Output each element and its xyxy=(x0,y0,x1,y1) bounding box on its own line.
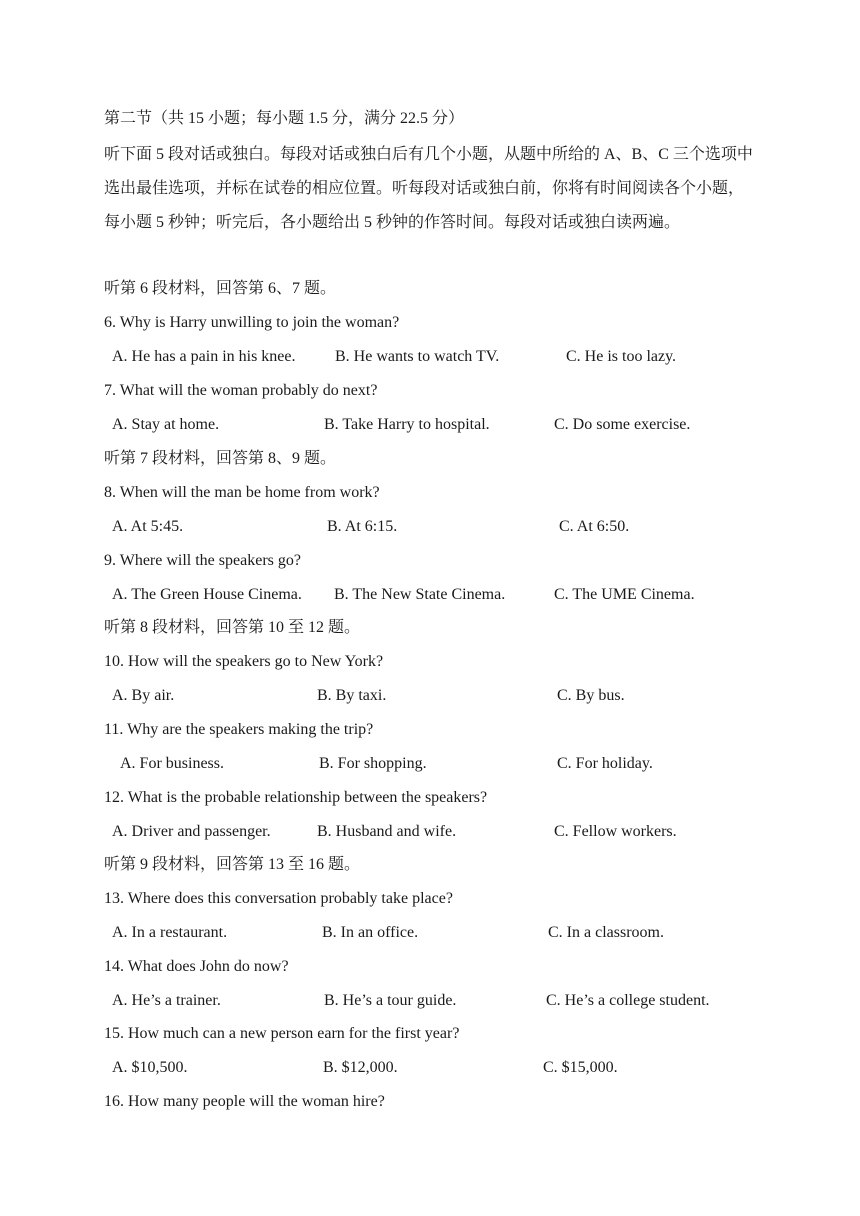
option-b: B. He wants to watch TV. xyxy=(335,348,500,365)
group-heading: 听第 7 段材料，回答第 8、9 题。 xyxy=(104,450,337,467)
option-a: A. He has a pain in his knee. xyxy=(112,348,296,365)
option-b: B. Husband and wife. xyxy=(317,823,457,840)
question-stem: 7. What will the woman probably do next? xyxy=(104,382,378,399)
question-stem: 6. Why is Harry unwilling to join the woman? xyxy=(104,314,400,331)
option-b: B. Take Harry to hospital. xyxy=(324,416,490,433)
option-c: C. In a classroom. xyxy=(548,924,664,941)
question-stem: 8. When will the man be home from work? xyxy=(104,484,380,501)
option-a: A. At 5:45. xyxy=(112,518,184,535)
section-header: 第二节（共 15 小题；每小题 1.5 分，满分 22.5 分） xyxy=(104,110,465,127)
option-c: C. Fellow workers. xyxy=(554,823,677,840)
option-a: A. He’s a trainer. xyxy=(112,992,221,1009)
option-c: C. Do some exercise. xyxy=(554,416,691,433)
option-b: B. For shopping. xyxy=(319,755,427,772)
option-c: C. By bus. xyxy=(557,687,625,704)
option-b: B. In an office. xyxy=(322,924,419,941)
option-c: C. He is too lazy. xyxy=(566,348,677,365)
option-c: C. He’s a college student. xyxy=(546,992,710,1009)
option-a: A. Stay at home. xyxy=(112,416,220,433)
question-stem: 11. Why are the speakers making the trip? xyxy=(104,721,374,738)
question-stem: 12. What is the probable relationship between the speakers? xyxy=(104,789,488,806)
option-c: C. The UME Cinema. xyxy=(554,586,695,603)
question-stem: 15. How much can a new person earn for the first year? xyxy=(104,1025,460,1042)
option-b: B. The New State Cinema. xyxy=(334,586,506,603)
option-a: A. Driver and passenger. xyxy=(112,823,271,840)
option-a: A. For business. xyxy=(120,755,225,772)
option-c: C. For holiday. xyxy=(557,755,653,772)
question-stem: 16. How many people will the woman hire? xyxy=(104,1093,385,1110)
option-a: A. The Green House Cinema. xyxy=(112,586,302,603)
question-stem: 10. How will the speakers go to New York? xyxy=(104,653,384,670)
question-stem: 14. What does John do now? xyxy=(104,958,289,975)
group-heading: 听第 6 段材料，回答第 6、7 题。 xyxy=(104,280,337,297)
option-c: C. At 6:50. xyxy=(559,518,630,535)
option-b: B. By taxi. xyxy=(317,687,387,704)
option-b: B. $12,000. xyxy=(323,1059,398,1076)
question-stem: 9. Where will the speakers go? xyxy=(104,552,301,569)
option-c: C. $15,000. xyxy=(543,1059,618,1076)
option-b: B. He’s a tour guide. xyxy=(324,992,457,1009)
question-stem: 13. Where does this conversation probably take place? xyxy=(104,890,453,907)
option-a: A. By air. xyxy=(112,687,175,704)
option-a: A. In a restaurant. xyxy=(112,924,228,941)
option-a: A. $10,500. xyxy=(112,1059,188,1076)
group-heading: 听第 8 段材料，回答第 10 至 12 题。 xyxy=(104,619,361,636)
option-b: B. At 6:15. xyxy=(327,518,398,535)
group-heading: 听第 9 段材料，回答第 13 至 16 题。 xyxy=(104,856,361,873)
instructions-paragraph: 听下面 5 段对话或独白。每段对话或独白后有几个小题，从题中所给的 A、B、C 三个选项中选出最佳选项，并标在试卷的相应位置。听每段对话或独白前，你将有时间阅读各个小题，每小题 5 秒钟；听完后，各小题给出 5 秒钟的作答时间。每段对话或独白读两遍。 xyxy=(104,146,753,231)
